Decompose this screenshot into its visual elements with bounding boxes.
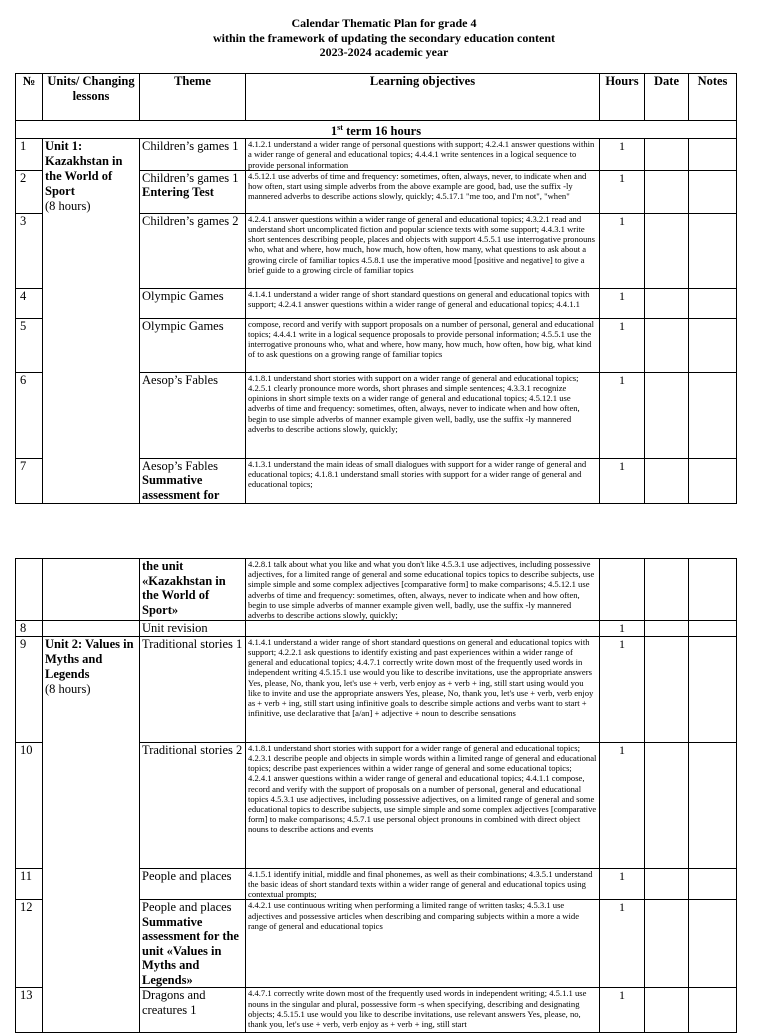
hours-cell: 1	[600, 458, 645, 503]
row-number: 11	[16, 868, 43, 900]
table-row	[16, 621, 737, 637]
date-cell	[645, 559, 689, 621]
unit-title: Unit 2: Values in Myths and Legends	[45, 636, 134, 681]
notes-cell	[689, 318, 737, 372]
unit-hours: (8 hours)	[45, 199, 91, 214]
hours-cell: 1	[600, 988, 645, 1033]
objectives-cell: 4.2.8.1 talk about what you like and what you don't like 4.5.3.1 use adjectives, including possessive adjectives, for a limited range of general and some educational topics topics to describe subjects, use simple simple and some complex adjectives [comparative form] to make comparisons; 4.5.12.1 use adverbs of time and frequency: sometimes, often, always, never to indicate when and how often, begin to use simple adverbs of manner example given well, badly, use the suffix -ly mannered adverbs to describe actions slowly, quickly;	[246, 559, 600, 621]
objectives-cell: compose, record and verify with support proposals on a number of personal, general and educational topics; 4.4.4.1 write in a logical sequence proposals to provide personal information; 4.5.5.1 use the interrogative pronouns who, what and where, how many, how much, how often, how big, what kind of to ask questions on a growing range of familiar topics	[246, 318, 600, 372]
theme-cell: Unit revision	[140, 621, 246, 637]
notes-cell	[689, 213, 737, 288]
col-header-objectives: Learning objectives	[246, 74, 600, 121]
row-number: 4	[16, 288, 43, 318]
term-label: 1st term 16 hours	[16, 121, 737, 139]
notes-cell	[689, 458, 737, 503]
row-number: 7	[16, 458, 43, 503]
date-cell	[645, 170, 689, 213]
theme-cell: Children’s games 1 Entering Test	[140, 170, 246, 213]
objectives-cell: 4.1.8.1 understand short stories with support for a wider range of general and educational topics; 4.2.3.1 describe people and objects in simple words within a limited range of general and educational topics; describe past experiences within a wider range of general and some educational topics; 4.2.4.1 answer questions within a wider range of general and educational topics; 4.4.1.1 compose, record and verify with the support of proposals on a number of personal, general and educational topics 4.5.3.1 use adjectives, including possessive adjectives, on a limited range of general and some educational topics to describe subjects, use simple simple and some complex adjectives [comparative form] to make comparisons; 4.5.7.1 use personal object pronouns in combined with direct object nouns to describe actions and events	[246, 742, 600, 868]
notes-cell	[689, 636, 737, 742]
unit-hours: (8 hours)	[45, 681, 91, 696]
date-cell	[645, 372, 689, 458]
col-header-num: №	[16, 74, 43, 121]
row-number: 1	[16, 139, 43, 171]
hours-cell	[600, 559, 645, 621]
notes-cell	[689, 288, 737, 318]
col-header-notes: Notes	[689, 74, 737, 121]
theme-cell: Olympic Games	[140, 318, 246, 372]
objectives-cell: 4.2.4.1 answer questions within a wider range of general and educational topics; 4.3.2.1 read and understand short uncomplicated fiction and popular science texts with some support; 4.4.3.1 write short sentences describing people, places and objects with support 4.5.5.1 use interrogative pronouns who, what and where, how much, how much, how often, how many, what questions to ask about a growing circle of familiar topics 4.5.8.1 use the imperative mood [positive and negative] to give a brief guide to a growing circle of familiar topics	[246, 213, 600, 288]
plan-table-page-1	[15, 73, 737, 504]
date-cell	[645, 621, 689, 637]
date-cell	[645, 868, 689, 900]
row-number: 3	[16, 213, 43, 288]
date-cell	[645, 318, 689, 372]
theme-cell: Children’s games 2	[140, 213, 246, 288]
theme-cell: People and places	[140, 868, 246, 900]
hours-cell: 1	[600, 318, 645, 372]
row-number: 9	[16, 636, 43, 742]
theme-cell: Aesop’s Fables Summative assessment for	[140, 458, 246, 503]
date-cell	[645, 458, 689, 503]
objectives-cell: 4.4.7.1 correctly write down most of the frequently used words in independent writing; 4.5.1.1 use nouns in the singular and plural, possessive form -s when specifying, describing and designating objects; 4.5.15.1 use would you like to describe invitations, use relevant answers Yes, please, no, thank you, let's use + verb, verb enjoy as + verb + ing, still start	[246, 988, 600, 1033]
hours-cell: 1	[600, 621, 645, 637]
date-cell	[645, 742, 689, 868]
hours-cell: 1	[600, 868, 645, 900]
hours-cell: 1	[600, 170, 645, 213]
unit-title: Unit 1: Kazakhstan in the World of Sport	[45, 139, 123, 199]
row-number: 2	[16, 170, 43, 213]
date-cell	[645, 988, 689, 1033]
objectives-cell: 4.1.4.1 understand a wider range of short standard questions on general and educational topics with support; 4.2.2.1 ask questions to identify existing and past experiences within a wider range of general and educational topics; 4.4.7.1 correctly write down most of the frequently used words in independent writing 4.5.15.1 use would you like to describe invitations, use the appropriate answers Yes, please, No, thank you, let's use + verb, verb enjoy as + verb + ing, still start using would you like to invite and use the appropriate answers Yes, please, No, thank you, let's use + verb, verb enjoy as + verb + ing, still start using infinitive goals to describe simple actions and verbs want to start + infinitive, use declarative that [a/an] + adjective + noun to describe sensations	[246, 636, 600, 742]
col-header-date: Date	[645, 74, 689, 121]
notes-cell	[689, 742, 737, 868]
table-row	[16, 636, 737, 742]
theme-cell: Traditional stories 1	[140, 636, 246, 742]
hours-cell: 1	[600, 288, 645, 318]
table-header-row	[16, 74, 737, 121]
notes-cell	[689, 900, 737, 988]
notes-cell	[689, 868, 737, 900]
title-line-2: within the framework of updating the secondary education content	[213, 30, 555, 45]
term-row	[16, 121, 737, 139]
date-cell	[645, 213, 689, 288]
theme-cell: People and places Summative assessment for the unit «Values in Myths and Legends»	[140, 900, 246, 988]
title-line-3: 2023-2024 academic year	[319, 45, 449, 59]
row-number	[16, 559, 43, 621]
col-header-units: Units/ Changing lessons	[43, 74, 140, 121]
objectives-cell: 4.1.4.1 understand a wider range of short standard questions on general and educational topics with support; 4.2.4.1 answer questions within a wider range of general and educational topics; 4.4.1.1	[246, 288, 600, 318]
theme-cell: the unit «Kazakhstan in the World of Sport»	[140, 559, 246, 621]
hours-cell: 1	[600, 372, 645, 458]
unit-cell	[43, 139, 140, 504]
objectives-cell: 4.1.5.1 identify initial, middle and final phonemes, as well as their combinations; 4.3.5.1 understand the basic ideas of short standard texts within a wider range of general and educational topics using contextual prompts;	[246, 868, 600, 900]
objectives-cell: 4.1.2.1 understand a wider range of personal questions with support; 4.2.4.1 answer questions within a wider range of general and educational topics; 4.4.4.1 write sentences in a logical sequence to provide personal information	[246, 139, 600, 171]
theme-cell: Dragons and creatures 1	[140, 988, 246, 1033]
unit-cell-continued	[43, 559, 140, 621]
row-number: 6	[16, 372, 43, 458]
hours-cell: 1	[600, 139, 645, 171]
row-number: 5	[16, 318, 43, 372]
row-number: 13	[16, 988, 43, 1033]
objectives-cell: 4.1.8.1 understand short stories with support on a wider range of general and educational topics; 4.2.5.1 clearly pronounce more words, short phrases and simple sentences; 4.3.3.1 recognize opinions in short simple texts on a wider range of general and educational topics; 4.5.12.1 use adverbs of time and frequency: sometimes, often, always, never to indicate when and how often, begin to use simple adverbs of manner example given well, badly, use the suffix -ly mannered adverbs to describe actions slowly, quickly;	[246, 372, 600, 458]
hours-cell: 1	[600, 636, 645, 742]
unit-cell-continued	[43, 621, 140, 637]
col-header-hours: Hours	[600, 74, 645, 121]
theme-cell: Olympic Games	[140, 288, 246, 318]
notes-cell	[689, 988, 737, 1033]
table-row	[16, 139, 737, 171]
document-title	[0, 0, 768, 60]
date-cell	[645, 288, 689, 318]
hours-cell: 1	[600, 213, 645, 288]
col-header-theme: Theme	[140, 74, 246, 121]
hours-cell: 1	[600, 742, 645, 868]
unit-cell	[43, 636, 140, 1033]
row-number: 10	[16, 742, 43, 868]
date-cell	[645, 900, 689, 988]
hours-cell: 1	[600, 900, 645, 988]
row-number: 12	[16, 900, 43, 988]
date-cell	[645, 636, 689, 742]
objectives-cell: 4.1.3.1 understand the main ideas of small dialogues with support for a wider range of general and educational topics; 4.1.8.1 understand small stories with support for a wider range of general and educational topics;	[246, 458, 600, 503]
objectives-cell: 4.4.2.1 use continuous writing when performing a limited range of written tasks; 4.5.3.1 use adjectives and possessive articles when describing and comparing subjects within a more a wide range of general and educational topics	[246, 900, 600, 988]
theme-cell: Children’s games 1	[140, 139, 246, 171]
objectives-cell: 4.5.12.1 use adverbs of time and frequency: sometimes, often, always, never, to indicate when and how often, start using simple adverbs from the above example are good, bad, use the suffix -ly mannered adverbs to describe actions slowly, quickly; 4.5.17.1 "me too, and I'm not", "when"	[246, 170, 600, 213]
date-cell	[645, 139, 689, 171]
theme-cell: Aesop’s Fables	[140, 372, 246, 458]
notes-cell	[689, 559, 737, 621]
theme-cell: Traditional stories 2	[140, 742, 246, 868]
title-line-1: Calendar Thematic Plan for grade 4	[291, 16, 477, 30]
objectives-cell	[246, 621, 600, 637]
notes-cell	[689, 372, 737, 458]
notes-cell	[689, 139, 737, 171]
notes-cell	[689, 170, 737, 213]
table-row	[16, 559, 737, 621]
notes-cell	[689, 621, 737, 637]
plan-table-page-2	[15, 558, 737, 1033]
row-number: 8	[16, 621, 43, 637]
